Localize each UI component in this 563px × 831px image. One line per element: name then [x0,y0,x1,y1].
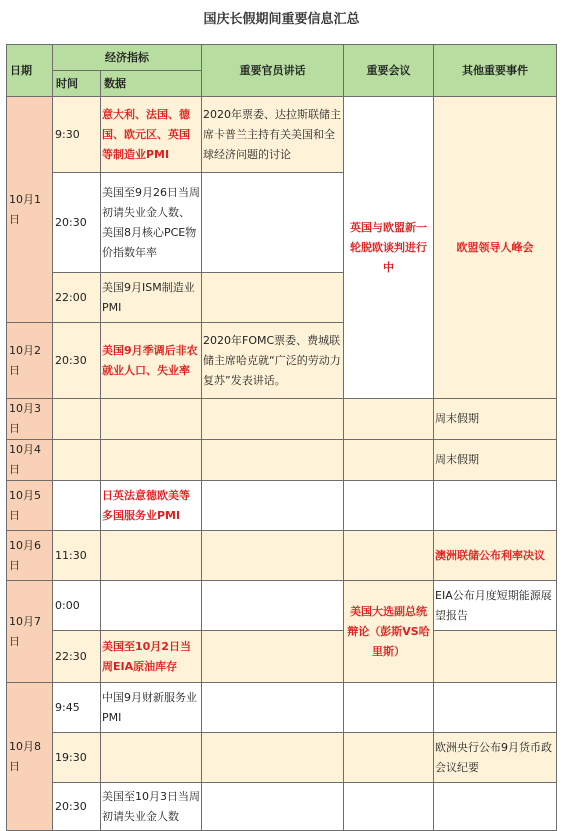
date-cell: 10月3日 [7,399,53,440]
data-cell [101,531,202,581]
other-cell: 澳洲联储公布利率决议 [434,531,557,581]
time-cell: 19:30 [53,733,101,783]
table-row [7,631,557,683]
table-row [7,581,557,631]
time-cell [53,440,101,481]
speech-cell: 2020年FOMC票委、费城联储主席哈克就“广泛的劳动力复苏”发表讲话。 [202,323,344,399]
data-cell: 美国9月季调后非农就业人口、失业率 [101,323,202,399]
header-econ: 经济指标 [53,45,202,71]
header-row [7,45,557,71]
speech-cell [202,173,344,273]
data-cell [101,581,202,631]
meeting-cell: 英国与欧盟新一轮脱欧谈判进行中 [344,97,434,399]
time-cell: 11:30 [53,531,101,581]
speech-cell [202,783,344,831]
data-cell [101,733,202,783]
data-cell [101,440,202,481]
other-cell: 周末假期 [434,399,557,440]
other-cell [434,783,557,831]
table-row [7,531,557,581]
data-cell: 美国至9月26日当周初请失业金人数、美国8月核心PCE物价指数年率 [101,173,202,273]
other-cell [434,683,557,733]
page-title: 国庆长假期间重要信息汇总 [203,12,360,27]
date-cell: 10月2日 [7,323,53,399]
speech-cell [202,481,344,531]
table-row [7,97,557,173]
speech-cell [202,440,344,481]
time-cell: 9:30 [53,97,101,173]
other-cell: 周末假期 [434,440,557,481]
time-cell [53,481,101,531]
time-cell: 20:30 [53,173,101,273]
other-cell: 欧盟领导人峰会 [434,97,557,399]
data-cell: 美国至10月2日当周EIA原油库存 [101,631,202,683]
date-cell: 10月6日 [7,531,53,581]
meeting-cell [344,683,434,733]
table-row [7,783,557,831]
data-cell: 中国9月财新服务业PMI [101,683,202,733]
header-meeting: 重要会议 [344,45,434,97]
data-cell: 日英法意德欧美等多国服务业PMI [101,481,202,531]
meeting-cell: 美国大选副总统辩论（彭斯VS哈里斯） [344,581,434,683]
date-cell: 10月7日 [7,581,53,683]
time-cell: 22:30 [53,631,101,683]
schedule-table [6,44,557,831]
time-cell: 22:00 [53,273,101,323]
data-cell [101,399,202,440]
table-row [7,399,557,440]
other-cell: EIA公布月度短期能源展望报告 [434,581,557,631]
meeting-cell [344,481,434,531]
meeting-cell [344,440,434,481]
time-cell: 20:30 [53,783,101,831]
speech-cell [202,399,344,440]
table-row [7,683,557,733]
speech-cell [202,581,344,631]
header-other: 其他重要事件 [434,45,557,97]
meeting-cell [344,733,434,783]
date-cell: 10月8日 [7,683,53,831]
table-row [7,733,557,783]
time-cell: 9:45 [53,683,101,733]
other-cell: 欧洲央行公布9月货币政会议纪要 [434,733,557,783]
header-date: 日期 [7,45,53,97]
header-time: 时间 [53,71,101,97]
time-cell: 20:30 [53,323,101,399]
table-row [7,440,557,481]
meeting-cell [344,531,434,581]
header-speech: 重要官员讲话 [202,45,344,97]
time-cell: 0:00 [53,581,101,631]
data-cell: 美国至10月3日当周初请失业金人数 [101,783,202,831]
time-cell [53,399,101,440]
speech-cell [202,631,344,683]
meeting-cell [344,399,434,440]
speech-cell [202,273,344,323]
date-cell: 10月4日 [7,440,53,481]
other-cell [434,481,557,531]
date-cell: 10月5日 [7,481,53,531]
speech-cell [202,683,344,733]
speech-cell [202,733,344,783]
header-data: 数据 [101,71,202,97]
speech-cell: 2020年票委、达拉斯联储主席卡普兰主持有关美国和全球经济问题的讨论 [202,97,344,173]
date-cell: 10月1日 [7,97,53,323]
table-row [7,481,557,531]
data-cell: 美国9月ISM制造业PMI [101,273,202,323]
meeting-cell [344,783,434,831]
speech-cell [202,531,344,581]
data-cell: 意大利、法国、德国、欧元区、英国等制造业PMI [101,97,202,173]
other-cell [434,631,557,683]
